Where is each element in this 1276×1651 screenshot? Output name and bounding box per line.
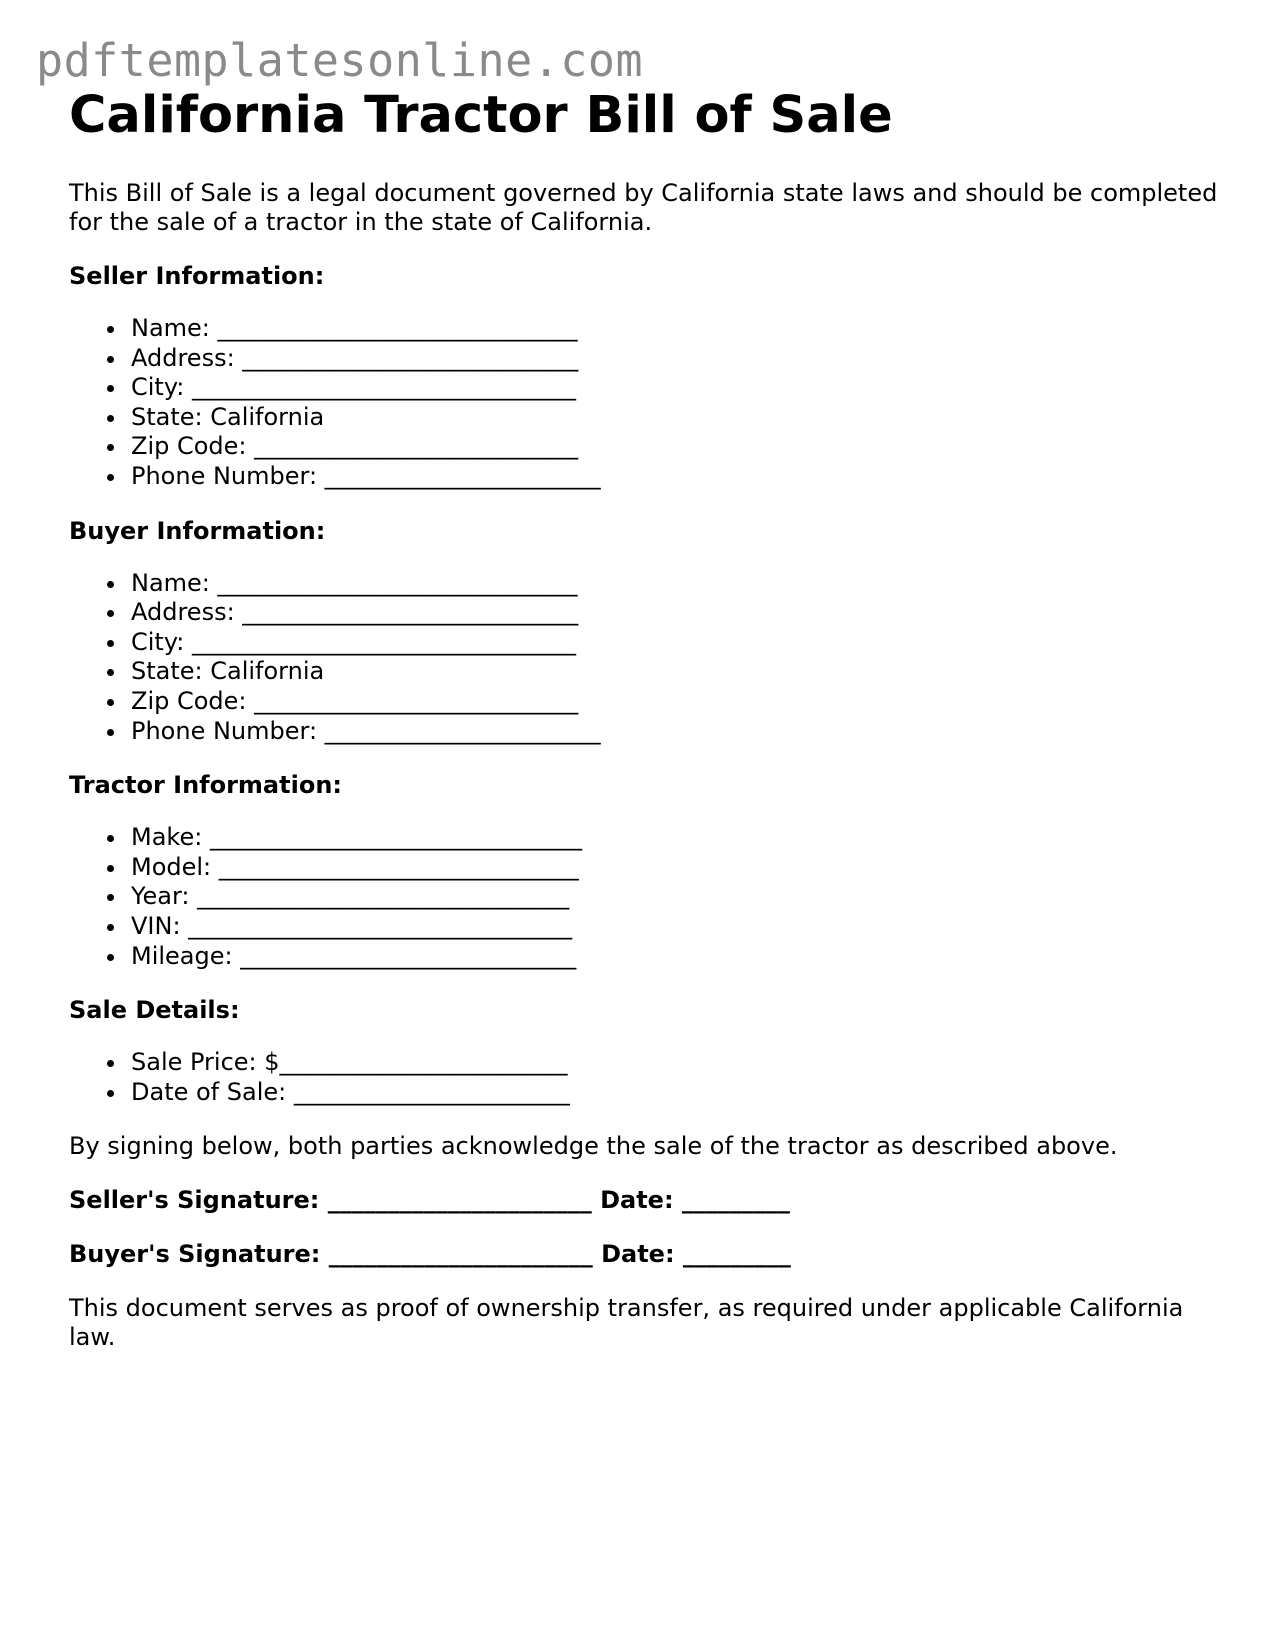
tractor-year-field: Year: _______________________________: [131, 882, 1219, 912]
watermark: pdftemplatesonline.com: [36, 34, 644, 87]
sale-section: [69, 996, 1219, 1107]
page-title: California Tractor Bill of Sale: [69, 86, 893, 145]
tractor-field-list: [69, 823, 1219, 971]
seller-heading: Seller Information:: [69, 262, 325, 290]
tractor-make-field: Make: _______________________________: [131, 823, 1219, 853]
sale-heading: Sale Details:: [69, 996, 240, 1025]
seller-section: [69, 262, 1219, 492]
tractor-model-field: Model: ______________________________: [131, 853, 1219, 883]
sale-date-field: Date of Sale: _______________________: [131, 1078, 1219, 1108]
intro-paragraph: This Bill of Sale is a legal document governed by California state laws and should be completed for the sale of a tractor in the state of California.: [69, 179, 1218, 236]
seller-field-list: [69, 314, 1219, 492]
buyer-zip-field: Zip Code: ___________________________: [131, 687, 1219, 717]
seller-phone-field: Phone Number: _______________________: [131, 462, 1219, 492]
buyer-signature-line: Buyer's Signature: ______________________ Date: _________: [69, 1240, 791, 1269]
buyer-state-field: State: California: [131, 657, 1219, 687]
sale-field-list: [69, 1048, 1219, 1107]
sale-price-field: Sale Price: $________________________: [131, 1048, 1219, 1078]
buyer-field-list: [69, 569, 1219, 747]
buyer-city-field: City: ________________________________: [131, 628, 1219, 658]
closing-paragraph: This document serves as proof of ownership transfer, as required under applicable California law.: [69, 1294, 1184, 1352]
buyer-phone-field: Phone Number: _______________________: [131, 717, 1219, 747]
seller-address-field: Address: ____________________________: [131, 344, 1219, 374]
document-page: [69, 86, 1219, 1352]
seller-signature-line: Seller's Signature: ______________________ Date: _________: [69, 1186, 790, 1215]
seller-zip-field: Zip Code: ___________________________: [131, 432, 1219, 462]
tractor-section: [69, 771, 1219, 971]
buyer-heading: Buyer Information:: [69, 516, 326, 545]
acknowledgement-text: By signing below, both parties acknowledge the sale of the tractor as described above.: [69, 1132, 1118, 1161]
buyer-address-field: Address: ____________________________: [131, 598, 1219, 628]
seller-state-field: State: California: [131, 403, 1219, 433]
tractor-heading: Tractor Information:: [69, 771, 342, 800]
buyer-name-field: Name: ______________________________: [131, 569, 1219, 599]
seller-city-field: City: ________________________________: [131, 373, 1219, 403]
tractor-mileage-field: Mileage: ____________________________: [131, 942, 1219, 972]
buyer-section: [69, 517, 1219, 747]
tractor-vin-field: VIN: ________________________________: [131, 912, 1219, 942]
seller-name-field: Name: ______________________________: [131, 314, 1219, 344]
